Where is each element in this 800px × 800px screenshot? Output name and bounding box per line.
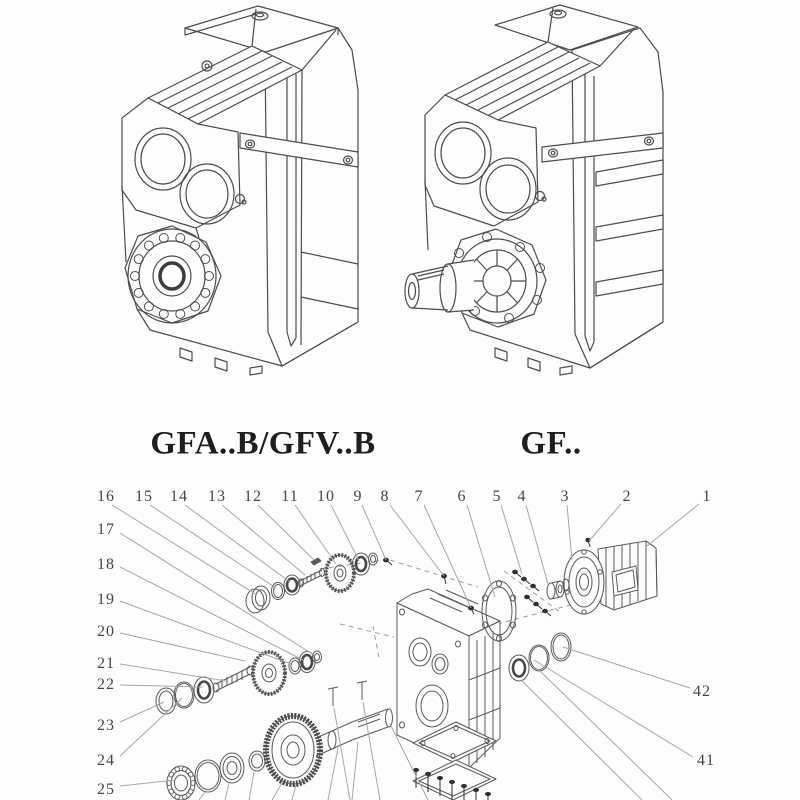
leader-line-4 xyxy=(526,505,548,584)
part-number-9: 9 xyxy=(353,488,363,505)
leader-line-18 xyxy=(120,567,303,660)
gearbox-drawing-left xyxy=(122,6,358,375)
part-number-42: 42 xyxy=(693,683,711,700)
leader-line-15 xyxy=(150,505,276,588)
output-shaft-group xyxy=(167,681,393,800)
part-number-13: 13 xyxy=(208,488,226,505)
leader-line-24 xyxy=(120,698,182,756)
part-number-17: 17 xyxy=(97,521,115,538)
part-number-11: 11 xyxy=(281,488,299,505)
part-number-14: 14 xyxy=(170,488,188,505)
leader-line-3 xyxy=(567,505,572,560)
leader-line-12 xyxy=(258,505,314,560)
exploded-parts-drawing xyxy=(156,538,672,800)
leader-line-13 xyxy=(222,505,305,575)
leader-line-23 xyxy=(120,702,164,722)
input-shaft-group xyxy=(246,553,378,613)
part-number-3: 3 xyxy=(560,488,570,505)
model-label-left: GFA..B/GFV..B xyxy=(150,425,376,462)
part-number-22: 22 xyxy=(97,676,115,693)
leader-line-16 xyxy=(112,505,257,595)
part-number-20: 20 xyxy=(97,623,115,640)
part-number-1: 1 xyxy=(702,488,712,505)
gearbox-drawing-right xyxy=(405,5,663,375)
leader-line-14 xyxy=(185,505,290,582)
part-number-5: 5 xyxy=(492,488,502,505)
part-number-7: 7 xyxy=(414,488,424,505)
part-number-19: 19 xyxy=(97,591,115,608)
part-number-2: 2 xyxy=(622,488,632,505)
part-number-15: 15 xyxy=(135,488,153,505)
model-label-right: GF.. xyxy=(520,425,582,462)
leader-line-8 xyxy=(390,505,444,576)
part-number-18: 18 xyxy=(97,556,115,573)
leader-line-2 xyxy=(589,504,621,541)
leader-line-6 xyxy=(467,505,495,597)
leader-line-21 xyxy=(120,664,226,681)
part-number-23: 23 xyxy=(97,717,115,734)
motor xyxy=(563,541,657,614)
part-number-21: 21 xyxy=(97,655,115,672)
leader-line-20 xyxy=(120,633,245,661)
part-number-24: 24 xyxy=(97,752,115,769)
output-bearing-rings xyxy=(509,633,571,681)
part-number-41: 41 xyxy=(697,752,715,769)
part-number-8: 8 xyxy=(380,488,390,505)
part-number-10: 10 xyxy=(317,488,335,505)
leader-line-42 xyxy=(563,647,690,688)
leader-line-1 xyxy=(647,504,699,546)
leader-line-11 xyxy=(295,505,336,564)
part-number-16: 16 xyxy=(97,488,115,505)
intermediate-shaft-group xyxy=(156,651,322,714)
leader-line-10 xyxy=(331,505,359,561)
part-number-6: 6 xyxy=(457,488,467,505)
coupling xyxy=(547,581,564,599)
part-number-4: 4 xyxy=(517,488,527,505)
part-number-25: 25 xyxy=(97,781,115,798)
leader-line-5 xyxy=(501,505,522,574)
part-number-12: 12 xyxy=(244,488,262,505)
leader-line-9 xyxy=(362,505,386,560)
